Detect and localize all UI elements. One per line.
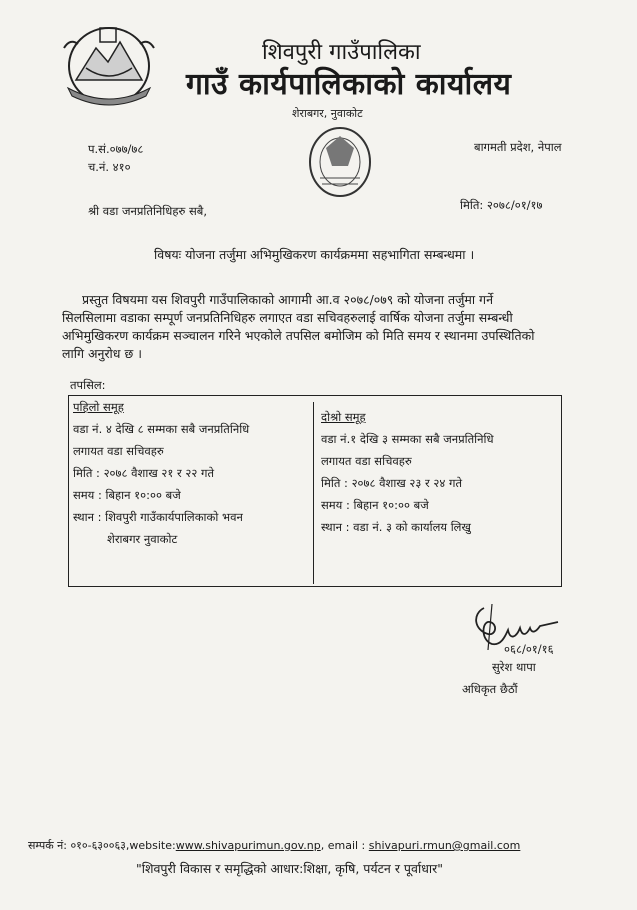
footer-contact: [28, 838, 520, 853]
group-line: लगायत वडा सचिवहरु: [321, 454, 412, 468]
table-divider: [313, 402, 314, 584]
email-label: , email :: [320, 839, 366, 852]
group-time: समय : बिहान १०:०० बजे: [321, 498, 429, 512]
group-date: मिति : २०७८ वैशाख २३ र २४ गते: [321, 476, 463, 490]
dispatch-number: च.नं. ४१०: [88, 160, 131, 174]
group-first: [73, 396, 311, 550]
group-place: स्थान : वडा नं. ३ को कार्यालय लिखु: [321, 520, 471, 534]
recipient: श्री वडा जनप्रतिनिधिहरु सबै,: [88, 204, 207, 218]
group-second: [321, 406, 559, 538]
footer-slogan: "शिवपुरी विकास र समृद्धिको आधार:शिक्षा, कृषि, पर्यटन र पूर्वाधार": [136, 861, 443, 876]
office-address: शेराबगर, नुवाकोट: [292, 107, 363, 120]
group-time: समय : बिहान १०:०० बजे: [73, 488, 181, 502]
body-line: प्रस्तुत विषयमा यस शिवपुरी गाउँपालिकाको आगामी आ.व २०७८/०७९ को योजना तर्जुमा गर्ने: [82, 292, 494, 307]
signatory-title: अधिकृत छैठौं: [462, 682, 518, 696]
schedule-label: तपसिल:: [70, 378, 106, 392]
schedule-table: [68, 395, 562, 587]
office-stamp-icon: [290, 118, 394, 206]
office-name: गाउँ कार्यपालिकाको कार्यालय: [186, 67, 512, 102]
group-line: वडा नं. ४ देखि ८ सम्मका सबै जनप्रतिनिधि: [73, 422, 250, 436]
reference-number: प.सं.०७७/७८: [88, 142, 144, 156]
signatory-name: सुरेश थापा: [492, 660, 536, 674]
letter-body: [62, 291, 574, 363]
contact-label: सम्पर्क नं:: [28, 839, 67, 852]
group-heading: पहिलो समूह: [73, 400, 124, 414]
signature-date: ०६८/०१/१६: [504, 642, 554, 656]
letter-date: मिति: २०७८/०१/१७: [460, 198, 543, 212]
group-place: शेराबगर नुवाकोट: [107, 532, 178, 546]
group-date: मिति : २०७८ वैशाख २१ र २२ गते: [73, 466, 215, 480]
province: बागमती प्रदेश, नेपाल: [474, 140, 562, 154]
body-line: सिलसिलामा वडाका सम्पूर्ण जनप्रतिनिधिहरु लगाएत वडा सचिवहरुलाई वार्षिक योजना तर्जुमा सम्बन्धी: [62, 310, 513, 325]
group-line: लगायत वडा सचिवहरु: [73, 444, 164, 458]
org-name: शिवपुरी गाउँपालिका: [262, 40, 421, 65]
phone-number: ०१०-६३००६३: [70, 839, 126, 852]
website-link[interactable]: www.shivapurimun.gov.np: [175, 839, 321, 852]
website-label: ,website:: [125, 839, 176, 852]
nepal-emblem-logo: [58, 18, 160, 110]
body-line: लागि अनुरोध छ ।: [62, 346, 142, 361]
subject-line: विषयः योजना तर्जुमा अभिमुखिकरण कार्यक्रममा सहभागिता सम्बन्धमा ।: [154, 247, 475, 262]
group-place: स्थान : शिवपुरी गाउँकार्यपालिकाको भवन: [73, 510, 243, 524]
email-link[interactable]: shivapuri.rmun@gmail.com: [368, 839, 521, 852]
body-line: अभिमुखिकरण कार्यक्रम सञ्चालन गरिने भएकोले तपसिल बमोजिम को मिति समय र स्थानमा उपस्थितिको: [62, 328, 535, 343]
group-heading: दोश्रो समूह: [321, 410, 366, 424]
group-line: वडा नं.१ देखि ३ सम्मका सबै जनप्रतिनिधि: [321, 432, 494, 446]
